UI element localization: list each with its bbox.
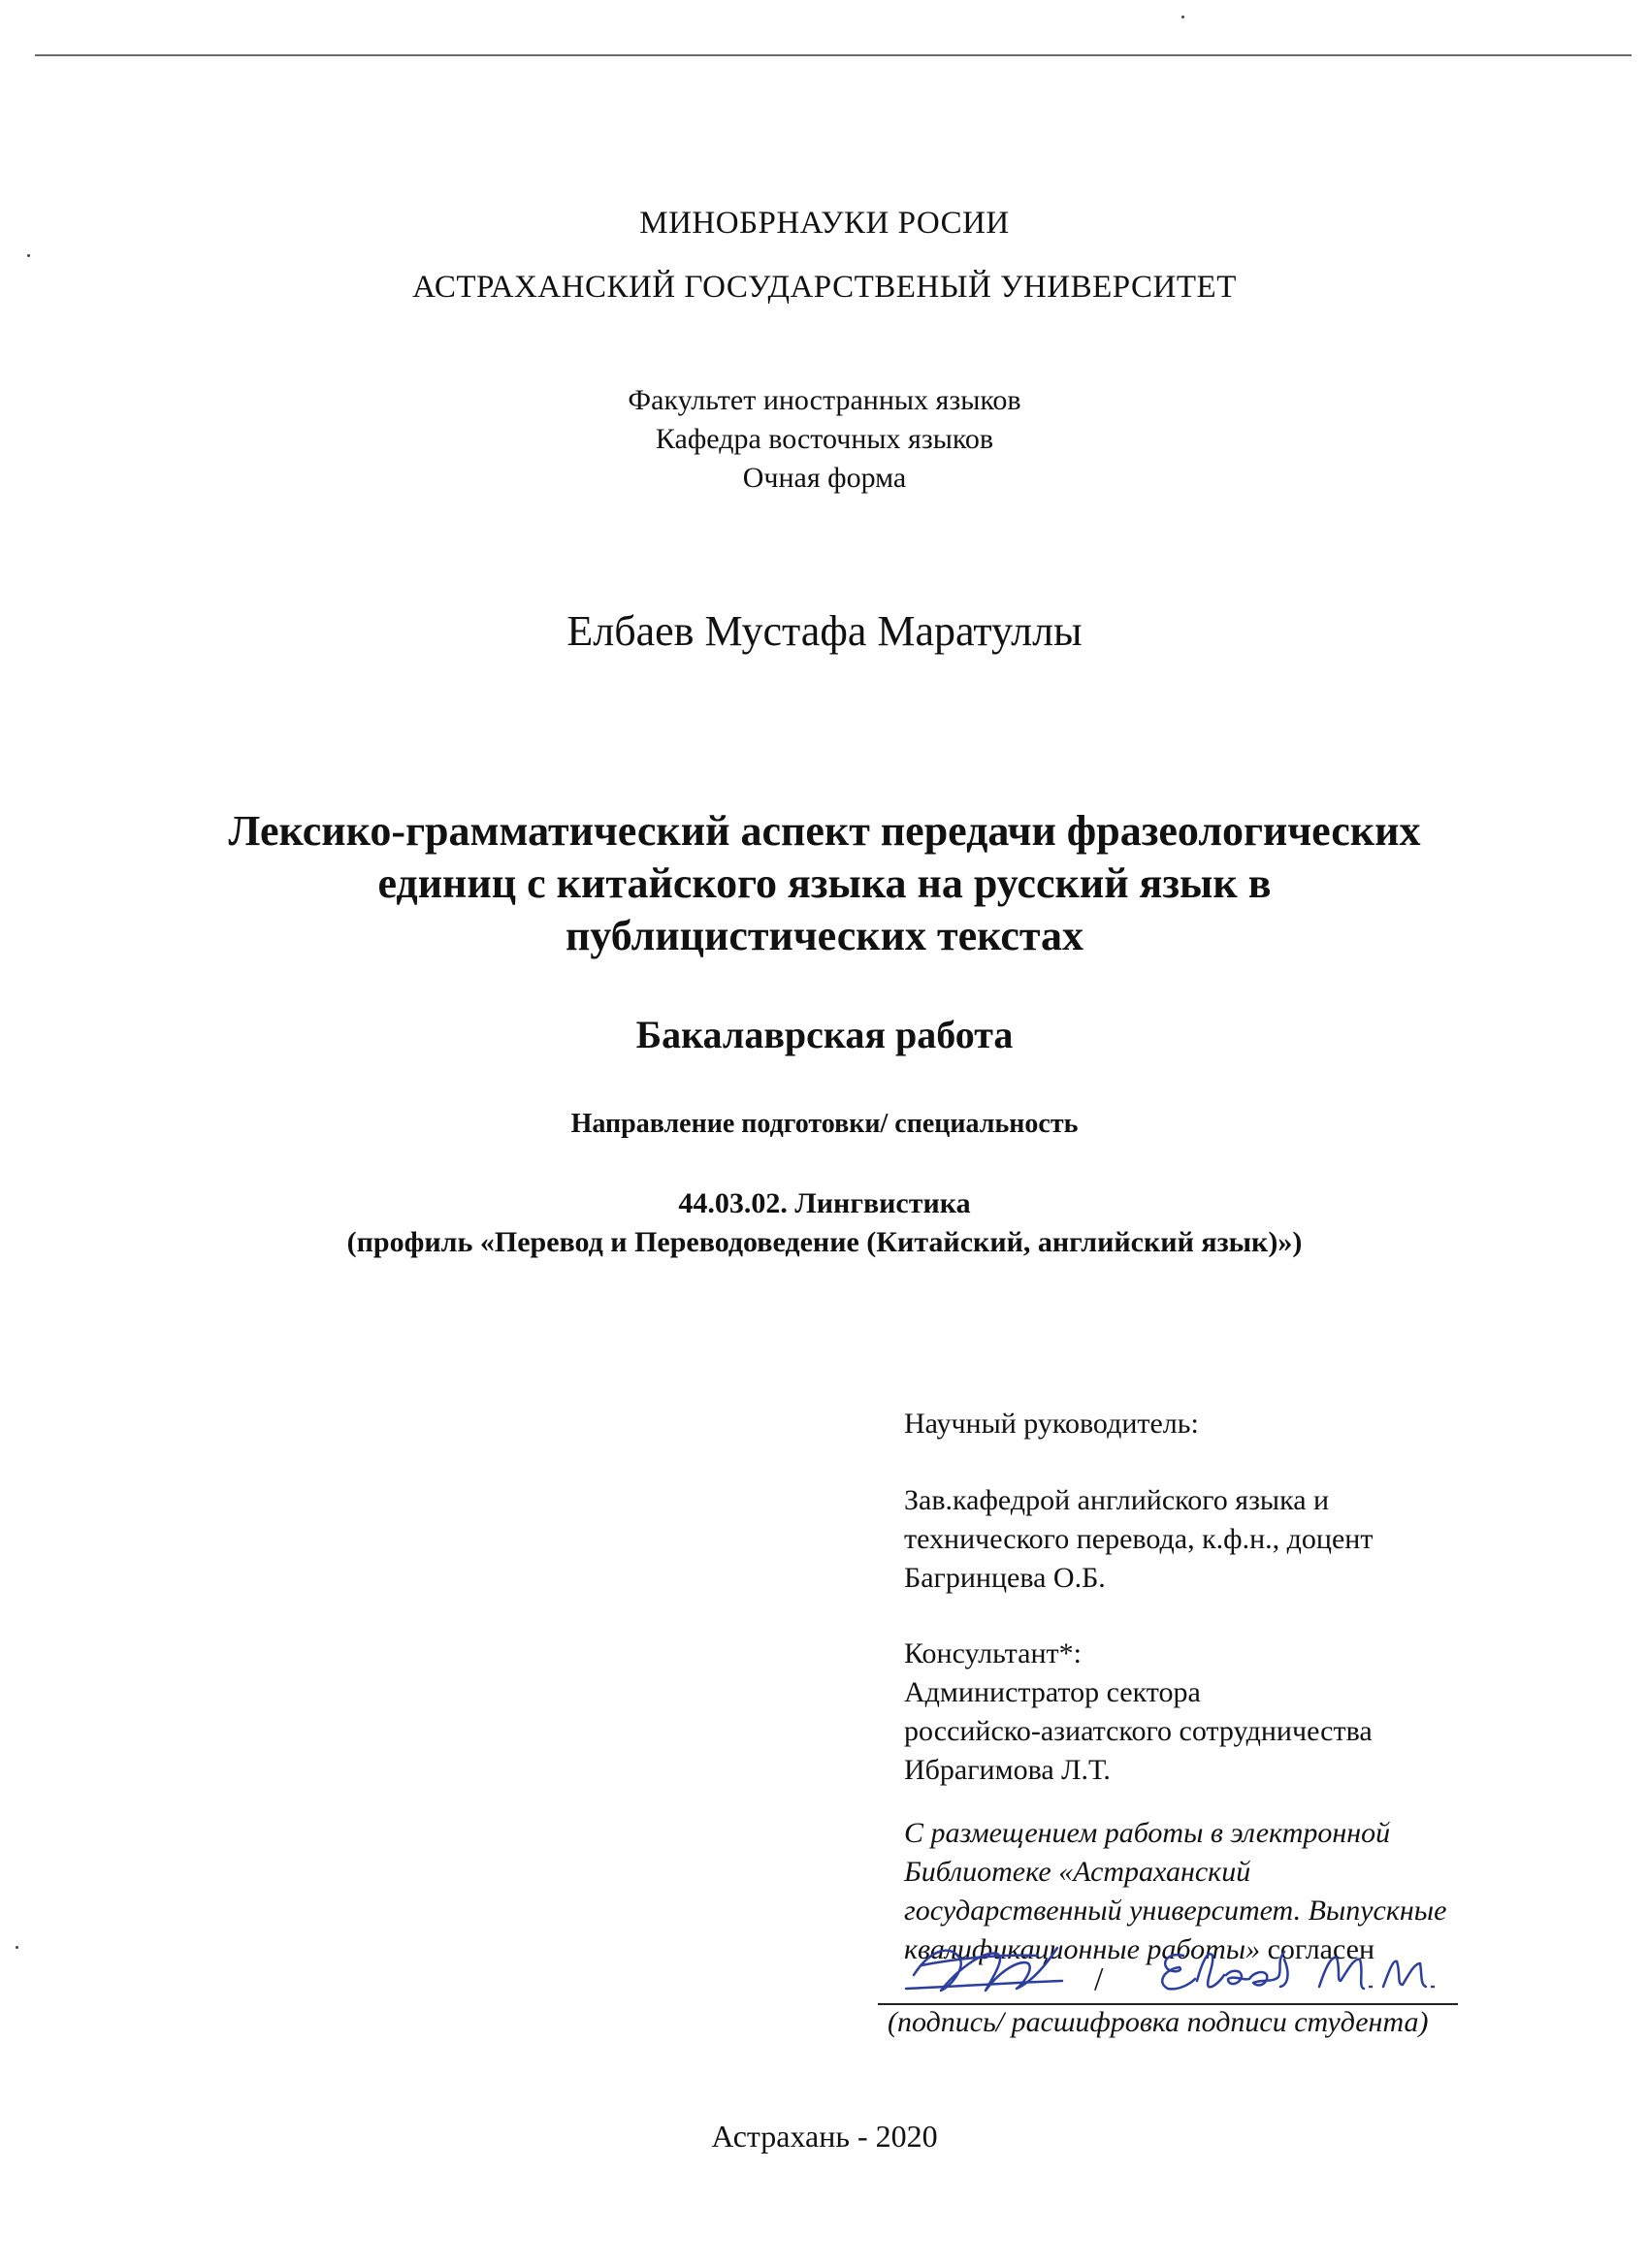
- ministry-heading: МИНОБРНАУКИ РОСИИ: [639, 206, 1010, 241]
- consultant-position: Администратор сектора: [904, 1676, 1201, 1708]
- consultant-label: Консультант*:: [904, 1637, 1082, 1669]
- consent-agree: согласен: [1260, 1933, 1375, 1965]
- signature-separator: /: [1094, 1961, 1104, 1997]
- specialty-profile: (профиль «Перевод и Переводоведение (Китайский, английский язык)»): [346, 1226, 1303, 1258]
- thesis-title-line: публицистических текстах: [565, 912, 1084, 959]
- consultant-position: российско-азиатского сотрудничества: [904, 1715, 1373, 1747]
- consent-line: С размещением работы в электронной: [904, 1817, 1391, 1849]
- consent-italic: квалификационные работы»: [904, 1933, 1261, 1965]
- scan-speck: [27, 254, 30, 257]
- signature-line: [878, 2003, 1458, 2005]
- supervisor-name: Багринцева О.Б.: [904, 1562, 1106, 1594]
- city-year: Астрахань - 2020: [711, 2119, 938, 2154]
- thesis-title-line: единиц с китайского языка на русский язык в: [377, 859, 1272, 907]
- direction-label: Направление подготовки/ специальность: [570, 1109, 1079, 1139]
- consultant-name: Ибрагимова Л.Т.: [904, 1754, 1111, 1786]
- faculty-name: Факультет иностранных языков: [628, 384, 1021, 416]
- handwritten-signature: [892, 1930, 1455, 2013]
- scan-speck: [1181, 16, 1184, 18]
- author-name: Елбаев Мустафа Маратуллы: [566, 607, 1083, 655]
- top-rule: [35, 54, 1632, 56]
- supervisor-label: Научный руководитель:: [904, 1408, 1199, 1440]
- thesis-title-line: Лексико-грамматический аспект передачи фразеологических: [228, 807, 1421, 855]
- faculty-block: [0, 381, 1649, 498]
- supervisor-position: Зав.кафедрой английского языка и: [904, 1484, 1330, 1516]
- specialty-block: [0, 1184, 1649, 1262]
- university-heading: АСТРАХАНСКИЙ ГОСУДАРСТВЕНЫЙ УНИВЕРСИТЕТ: [412, 270, 1237, 305]
- specialty-code: 44.03.02. Лингвистика: [678, 1187, 971, 1219]
- consent-line: Библиотеке «Астраханский: [904, 1856, 1251, 1888]
- department-name: Кафедра восточных языков: [655, 423, 994, 455]
- work-type: Бакалаврская работа: [635, 1013, 1014, 1056]
- scan-speck: [16, 1946, 18, 1949]
- supervisor-position: технического перевода, к.ф.н., доцент: [904, 1523, 1374, 1555]
- study-form: Очная форма: [742, 462, 907, 494]
- consultant-block: [904, 1673, 1622, 1790]
- signature-caption: (подпись/ расшифровка подписи студента): [888, 2006, 1429, 2038]
- consent-line: государственный университет. Выпускные: [904, 1895, 1447, 1927]
- supervisor-block: [904, 1481, 1622, 1598]
- thesis-title: [78, 805, 1571, 962]
